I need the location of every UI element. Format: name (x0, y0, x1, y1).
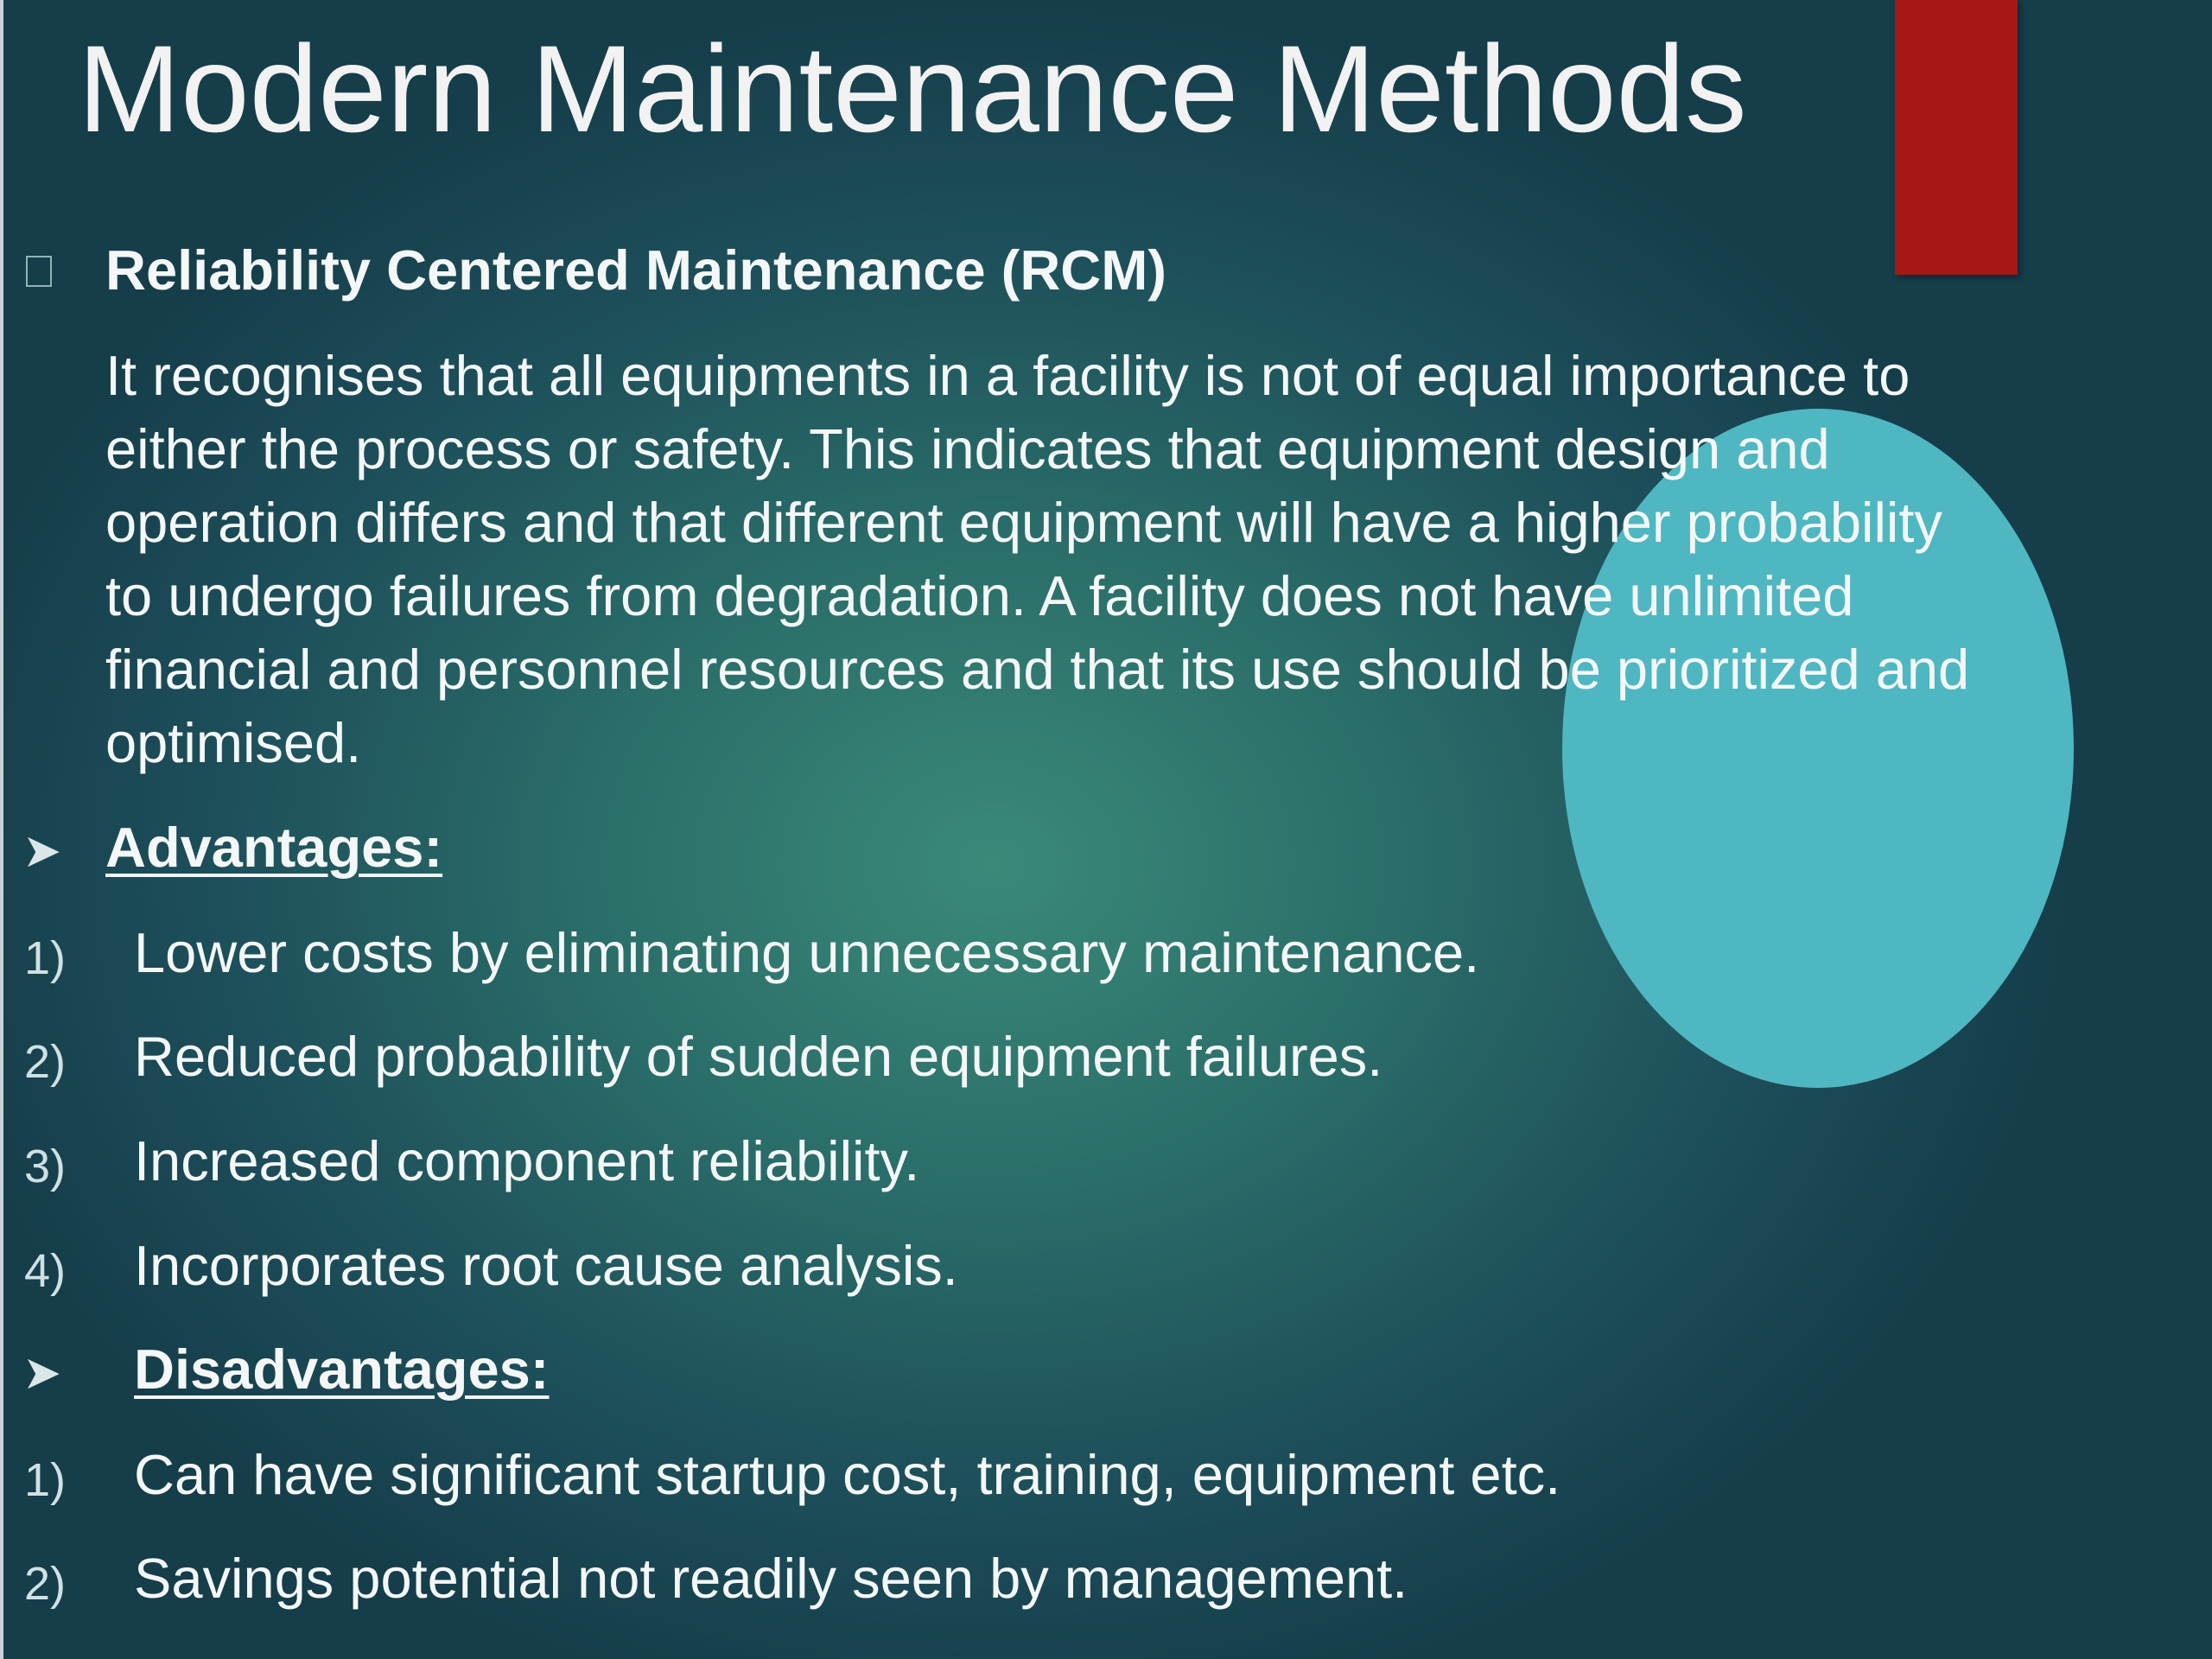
advantage-item: Increased component reliability. (134, 1129, 920, 1192)
description-line: operation differs and that different equipment will have a higher probability (105, 491, 1942, 554)
slide-title: Modern Maintenance Methods (78, 21, 1747, 158)
arrow-bullet-icon: ➤ (22, 1347, 62, 1399)
advantages-heading: Advantages: (105, 816, 443, 879)
advantage-item: Lower costs by eliminating unnecessary maintenance. (134, 921, 1480, 984)
list-number: 2) (24, 1558, 67, 1610)
list-number: 2) (24, 1036, 67, 1088)
list-number: 1) (24, 932, 67, 984)
accent-bar (1895, 0, 2018, 275)
list-number: 4) (24, 1245, 67, 1297)
slide-left-edge (0, 0, 3, 1659)
description-line: It recognises that all equipments in a facility is not of equal importance to (105, 344, 1910, 407)
disadvantage-item: Savings potential not readily seen by management. (134, 1547, 1408, 1610)
advantage-item: Reduced probability of sudden equipment failures. (134, 1025, 1383, 1088)
description-line: either the process or safety. This indicates that equipment design and (105, 417, 1830, 480)
list-number: 3) (24, 1141, 67, 1192)
description-line: optimised. (105, 711, 362, 774)
disadvantages-heading: Disadvantages: (134, 1338, 550, 1401)
description-paragraph (105, 339, 2162, 779)
list-number: 1) (24, 1454, 67, 1506)
disadvantage-item: Can have significant startup cost, training, equipment etc. (134, 1443, 1561, 1506)
description-line: financial and personnel resources and that its use should be prioritized and (105, 638, 1970, 701)
description-line: to undergo failures from degradation. A facility does not have unlimited (105, 564, 1854, 627)
arrow-bullet-icon: ➤ (22, 825, 62, 877)
section-heading: Reliability Centered Maintenance (RCM) (105, 238, 1166, 302)
advantage-item: Incorporates root cause analysis. (134, 1234, 958, 1297)
square-bullet-icon (26, 256, 52, 287)
